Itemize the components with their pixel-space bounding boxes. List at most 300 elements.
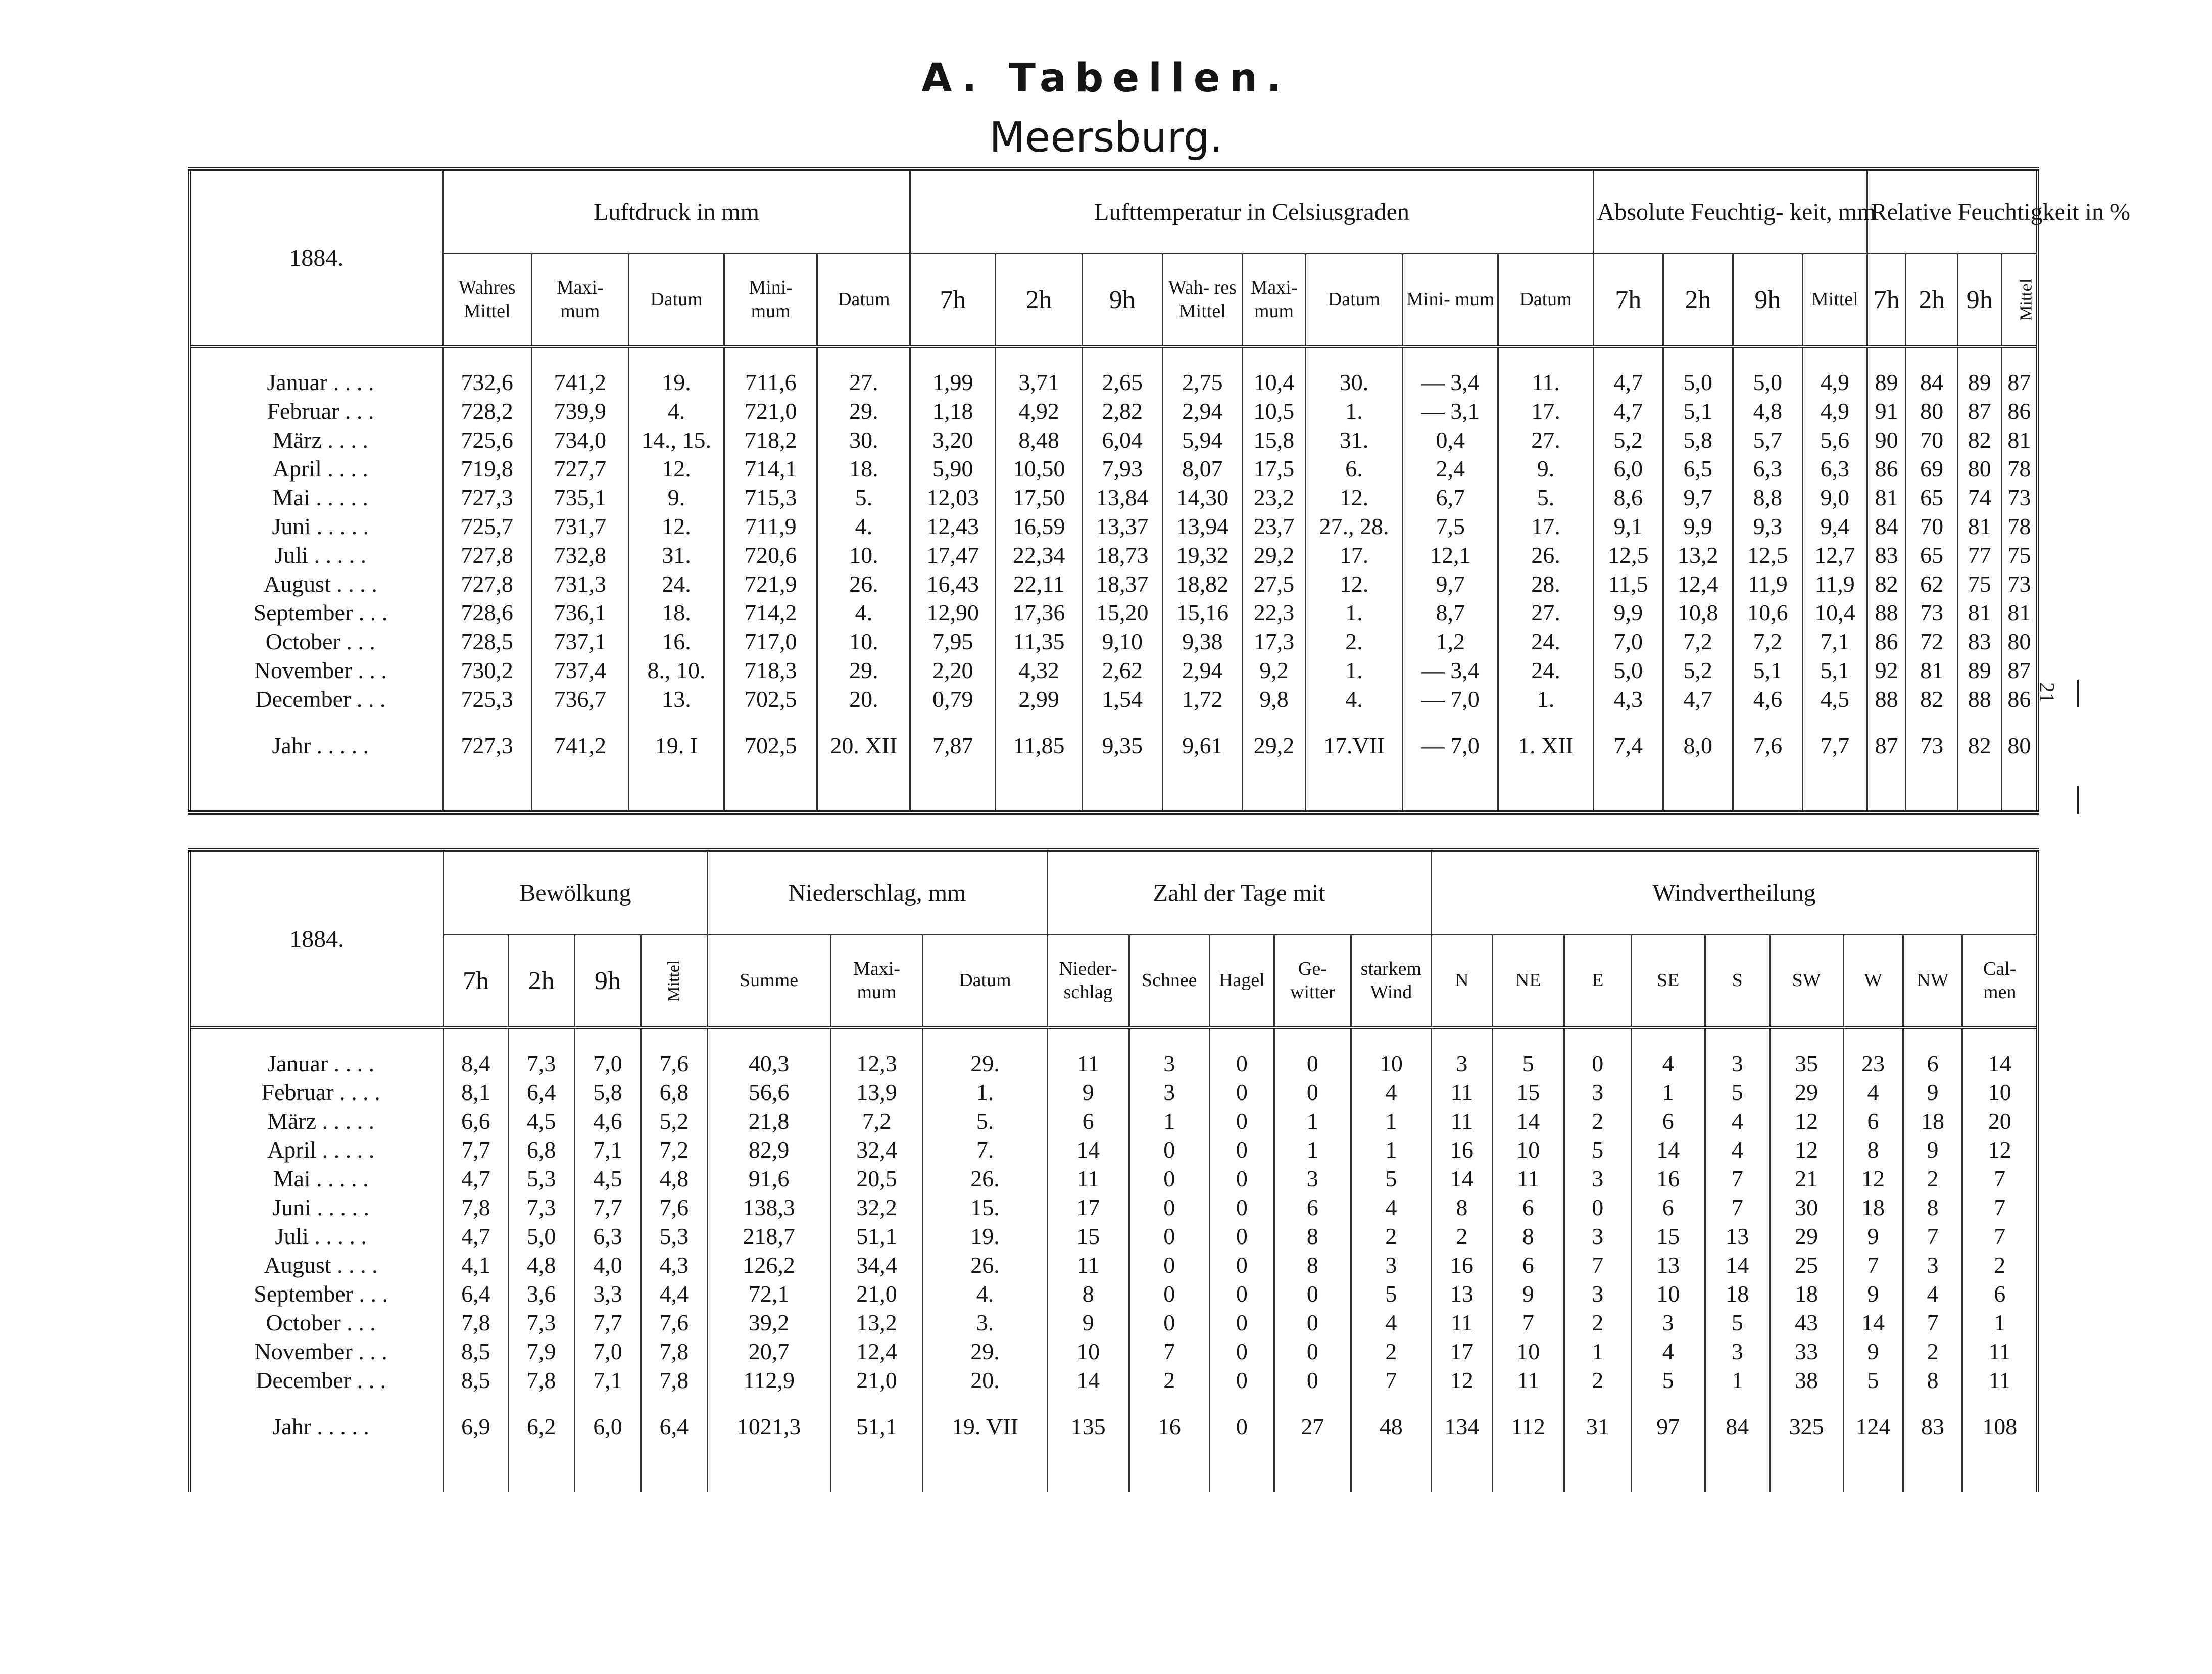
spacer-cell bbox=[1769, 1395, 1843, 1412]
spacer-cell bbox=[830, 1441, 923, 1492]
table-cell: 9,7 bbox=[1663, 483, 1733, 512]
table-cell: 7,5 bbox=[1403, 512, 1498, 541]
group-header: Lufttemperatur in Celsiusgraden bbox=[910, 169, 1593, 254]
table-cell: 12,5 bbox=[1593, 541, 1663, 569]
table-cell: 11. bbox=[1498, 368, 1593, 397]
table-cell: 8,48 bbox=[996, 425, 1083, 454]
table-cell: 17. bbox=[1305, 541, 1402, 569]
table-cell: 1. bbox=[1305, 656, 1402, 685]
group-header: Relative Feuchtigkeit in % bbox=[1867, 169, 2038, 254]
table-cell: 735,1 bbox=[531, 483, 628, 512]
table-cell: 19. bbox=[628, 368, 724, 397]
column-header: N bbox=[1431, 935, 1492, 1028]
table-cell: 73 bbox=[2001, 569, 2038, 598]
table-cell: 3 bbox=[1351, 1251, 1431, 1279]
table-cell: 11 bbox=[1047, 1164, 1129, 1193]
table-cell: 6,4 bbox=[641, 1412, 707, 1441]
row-label: September . . . bbox=[189, 598, 443, 627]
table-cell: 86 bbox=[2001, 685, 2038, 713]
table-cell: 2 bbox=[1129, 1366, 1209, 1395]
separator-cell bbox=[1351, 1028, 1431, 1049]
table-cell: 4 bbox=[1351, 1193, 1431, 1222]
table-cell: 9,1 bbox=[1593, 512, 1663, 541]
table-cell: 5,0 bbox=[1663, 368, 1733, 397]
table-cell: 10,4 bbox=[1243, 368, 1306, 397]
table-cell: 7,0 bbox=[1593, 627, 1663, 656]
group-header-row bbox=[189, 850, 2038, 935]
spacer-cell bbox=[1867, 760, 1906, 812]
table-cell: 29,2 bbox=[1243, 541, 1306, 569]
row-label: Mai . . . . . bbox=[189, 483, 443, 512]
table-cell: 10. bbox=[817, 541, 910, 569]
spacer-cell bbox=[508, 1395, 574, 1412]
table-cell: 6 bbox=[1047, 1107, 1129, 1135]
table-cell: 16 bbox=[1431, 1135, 1492, 1164]
separator-cell bbox=[1492, 1028, 1564, 1049]
table-cell: 721,0 bbox=[724, 397, 817, 425]
table-cell: 18 bbox=[1705, 1279, 1769, 1308]
table-cell: 7,2 bbox=[641, 1135, 707, 1164]
separator-cell bbox=[1209, 1028, 1274, 1049]
table-cell: 17. bbox=[1498, 512, 1593, 541]
table-cell: 84 bbox=[1867, 512, 1906, 541]
table-cell: 81 bbox=[1867, 483, 1906, 512]
table-cell: 0 bbox=[1274, 1078, 1351, 1107]
table-cell: 108 bbox=[1962, 1412, 2038, 1441]
table-cell: 6,9 bbox=[444, 1412, 508, 1441]
table-cell: 89 bbox=[1957, 368, 2001, 397]
separator-cell bbox=[1769, 1028, 1843, 1049]
table-cell: 7 bbox=[1129, 1337, 1209, 1366]
table-cell: 21 bbox=[1769, 1164, 1843, 1193]
table-cell: 9,10 bbox=[1083, 627, 1163, 656]
spacer-cell bbox=[1243, 713, 1306, 731]
table-cell: 38 bbox=[1769, 1366, 1843, 1395]
table-cell: 5,0 bbox=[1593, 656, 1663, 685]
table-cell: 24. bbox=[1498, 656, 1593, 685]
table-cell: 10. bbox=[817, 627, 910, 656]
table-cell: 0 bbox=[1209, 1193, 1274, 1222]
table-cell: 29. bbox=[923, 1049, 1047, 1078]
table-cell: 26. bbox=[1498, 541, 1593, 569]
table-cell: 84 bbox=[1705, 1412, 1769, 1441]
table-cell: 0 bbox=[1274, 1366, 1351, 1395]
spacer-cell bbox=[443, 760, 531, 812]
table-cell: 6 bbox=[1492, 1251, 1564, 1279]
table-row bbox=[189, 1308, 2038, 1337]
row-label: October . . . bbox=[189, 627, 443, 656]
table-cell: 39,2 bbox=[707, 1308, 830, 1337]
spacer-cell bbox=[508, 1441, 574, 1492]
table-cell: 5,90 bbox=[910, 454, 996, 483]
separator-cell bbox=[1903, 1028, 1962, 1049]
table-cell: 81 bbox=[2001, 598, 2038, 627]
table-cell: 18 bbox=[1769, 1279, 1843, 1308]
separator-cell bbox=[1243, 347, 1306, 368]
row-label: April . . . . . bbox=[189, 1135, 444, 1164]
table-cell: 9,9 bbox=[1593, 598, 1663, 627]
table-cell: 14 bbox=[1705, 1251, 1769, 1279]
table-cell: 8,1 bbox=[444, 1078, 508, 1107]
column-header bbox=[641, 935, 707, 1028]
column-header: 2h bbox=[1663, 254, 1733, 347]
spacer-cell bbox=[1047, 1441, 1129, 1492]
climate-table-pressure-temperature-humidity bbox=[188, 167, 2130, 815]
table-cell: 3 bbox=[1631, 1308, 1705, 1337]
table-cell: 0 bbox=[1274, 1308, 1351, 1337]
table-cell: 7,3 bbox=[508, 1308, 574, 1337]
column-header: 7h bbox=[1867, 254, 1906, 347]
table-cell: 75 bbox=[1957, 569, 2001, 598]
table-cell: 0 bbox=[1209, 1222, 1274, 1251]
table-row bbox=[189, 425, 2038, 454]
table-cell: 90 bbox=[1867, 425, 1906, 454]
table-cell: 14 bbox=[1431, 1164, 1492, 1193]
table-cell: 7,0 bbox=[574, 1049, 641, 1078]
table-cell: 135 bbox=[1047, 1412, 1129, 1441]
table-cell: 83 bbox=[1867, 541, 1906, 569]
table-cell: 87 bbox=[1957, 397, 2001, 425]
table-cell: 86 bbox=[2001, 397, 2038, 425]
table-cell: 56,6 bbox=[707, 1078, 830, 1107]
table-cell: 4. bbox=[923, 1279, 1047, 1308]
column-header: 7h bbox=[910, 254, 996, 347]
table-cell: 732,8 bbox=[531, 541, 628, 569]
table-cell: 30. bbox=[1305, 368, 1402, 397]
table-cell: 14 bbox=[1047, 1135, 1129, 1164]
table-cell: 4 bbox=[1351, 1078, 1431, 1107]
spacer-cell bbox=[1403, 760, 1498, 812]
table-cell: 21,8 bbox=[707, 1107, 830, 1135]
table-cell: 12,4 bbox=[1663, 569, 1733, 598]
spacer-cell bbox=[1305, 713, 1402, 731]
table-cell: 9,4 bbox=[1802, 512, 1867, 541]
table-cell: 727,3 bbox=[443, 483, 531, 512]
table-cell: 13 bbox=[1631, 1251, 1705, 1279]
table-cell: 83 bbox=[1903, 1412, 1962, 1441]
table-cell: 12. bbox=[628, 454, 724, 483]
table-cell: 2,82 bbox=[1083, 397, 1163, 425]
table-cell: 7 bbox=[1903, 1308, 1962, 1337]
table-cell: 14., 15. bbox=[628, 425, 724, 454]
table-cell: 29 bbox=[1769, 1078, 1843, 1107]
table-cell: 74 bbox=[1957, 483, 2001, 512]
table-cell: 20,7 bbox=[707, 1337, 830, 1366]
group-header-row bbox=[189, 169, 2038, 254]
table-cell: 4 bbox=[1351, 1308, 1431, 1337]
table-cell: 7. bbox=[923, 1135, 1047, 1164]
table-cell: 18. bbox=[817, 454, 910, 483]
table-cell: 8,6 bbox=[1593, 483, 1663, 512]
separator-cell bbox=[724, 347, 817, 368]
group-header: Zahl der Tage mit bbox=[1047, 850, 1431, 935]
column-header: 9h bbox=[1957, 254, 2001, 347]
table-row bbox=[189, 1107, 2038, 1135]
table-cell: 728,2 bbox=[443, 397, 531, 425]
table-cell: 4,7 bbox=[1593, 397, 1663, 425]
table-cell: 7,7 bbox=[574, 1308, 641, 1337]
table-row bbox=[189, 1049, 2038, 1078]
table-cell: 11 bbox=[1431, 1107, 1492, 1135]
header-separator bbox=[189, 1028, 2038, 1049]
table-cell: 9. bbox=[1498, 454, 1593, 483]
column-header: Datum bbox=[817, 254, 910, 347]
separator-cell bbox=[923, 1028, 1047, 1049]
table-cell: 13 bbox=[1431, 1279, 1492, 1308]
separator-cell bbox=[1431, 1028, 1492, 1049]
table-cell: 727,8 bbox=[443, 541, 531, 569]
table-cell: 6,5 bbox=[1663, 454, 1733, 483]
table-row bbox=[189, 1222, 2038, 1251]
table-cell: 218,7 bbox=[707, 1222, 830, 1251]
table-cell: 6,7 bbox=[1403, 483, 1498, 512]
table-cell: 4,3 bbox=[1593, 685, 1663, 713]
column-header: Maxi- mum bbox=[1243, 254, 1306, 347]
table-cell: 26. bbox=[923, 1251, 1047, 1279]
table-cell: 0 bbox=[1564, 1193, 1631, 1222]
table-cell: 27 bbox=[1274, 1412, 1351, 1441]
table-cell: 88 bbox=[1957, 685, 2001, 713]
table-cell: 0 bbox=[1209, 1412, 1274, 1441]
column-header: 9h bbox=[1733, 254, 1802, 347]
separator-cell bbox=[443, 347, 531, 368]
table-cell: 11,9 bbox=[1802, 569, 1867, 598]
table-cell: 16,43 bbox=[910, 569, 996, 598]
table-cell: 18 bbox=[1903, 1107, 1962, 1135]
table-cell: 20 bbox=[1962, 1107, 2038, 1135]
separator-cell bbox=[628, 347, 724, 368]
table-cell: 4,3 bbox=[641, 1251, 707, 1279]
table-cell: 2,65 bbox=[1083, 368, 1163, 397]
table-row bbox=[189, 598, 2038, 627]
table-cell: 89 bbox=[1957, 656, 2001, 685]
table-cell: 17,47 bbox=[910, 541, 996, 569]
table-cell: 4. bbox=[817, 512, 910, 541]
spacer-cell bbox=[1431, 1395, 1492, 1412]
table-cell: 16 bbox=[1431, 1251, 1492, 1279]
table-cell: 65 bbox=[1906, 483, 1957, 512]
table-cell: 12 bbox=[1769, 1135, 1843, 1164]
row-label: Juni . . . . . bbox=[189, 512, 443, 541]
spacer-cell bbox=[1906, 713, 1957, 731]
table-cell: 5 bbox=[1351, 1279, 1431, 1308]
table-row bbox=[189, 1135, 2038, 1164]
table-cell: 1 bbox=[1351, 1135, 1431, 1164]
row-label: October . . . bbox=[189, 1308, 444, 1337]
table-cell: 11 bbox=[1047, 1049, 1129, 1078]
spacer-cell bbox=[531, 760, 628, 812]
table-cell: 9 bbox=[1047, 1308, 1129, 1337]
spacer-cell bbox=[444, 1441, 508, 1492]
column-header: 2h bbox=[996, 254, 1083, 347]
column-header: Summe bbox=[707, 935, 830, 1028]
table-cell: 1,54 bbox=[1083, 685, 1163, 713]
row-label: December . . . bbox=[189, 1366, 444, 1395]
table-cell: 51,1 bbox=[830, 1412, 923, 1441]
spacer-cell bbox=[1843, 1441, 1903, 1492]
spacer-cell bbox=[1083, 713, 1163, 731]
spacer-cell bbox=[1957, 713, 2001, 731]
spacer-cell bbox=[628, 760, 724, 812]
table-cell: 82,9 bbox=[707, 1135, 830, 1164]
table-cell: 78 bbox=[2001, 454, 2038, 483]
table-cell: 15 bbox=[1492, 1078, 1564, 1107]
page-number-rule-bottom bbox=[2077, 786, 2079, 814]
table-cell: 10,4 bbox=[1802, 598, 1867, 627]
table-cell: 34,4 bbox=[830, 1251, 923, 1279]
table-cell: 7 bbox=[1962, 1222, 2038, 1251]
table-row bbox=[189, 1366, 2038, 1395]
table-cell: 5,1 bbox=[1802, 656, 1867, 685]
table-cell: 3 bbox=[1705, 1337, 1769, 1366]
column-header: NE bbox=[1492, 935, 1564, 1028]
table-cell: 3,71 bbox=[996, 368, 1083, 397]
table-cell: 4 bbox=[1903, 1279, 1962, 1308]
table-cell: 10 bbox=[1492, 1337, 1564, 1366]
separator-cell bbox=[996, 347, 1083, 368]
table-cell: 73 bbox=[1906, 731, 1957, 760]
column-header: Datum bbox=[923, 935, 1047, 1028]
table-cell: 8,0 bbox=[1663, 731, 1733, 760]
table-row bbox=[189, 397, 2038, 425]
separator-cell bbox=[1867, 347, 1906, 368]
column-header-text: Mittel bbox=[2016, 278, 2035, 321]
table-cell: 40,3 bbox=[707, 1049, 830, 1078]
group-header: Luftdruck in mm bbox=[443, 169, 910, 254]
table-cell: 16. bbox=[628, 627, 724, 656]
spacer-cell bbox=[1162, 760, 1243, 812]
table-cell: 14 bbox=[1492, 1107, 1564, 1135]
table-cell: 4,9 bbox=[1802, 397, 1867, 425]
table-cell: 719,8 bbox=[443, 454, 531, 483]
spacer-cell bbox=[1769, 1441, 1843, 1492]
table-cell: 3 bbox=[1564, 1078, 1631, 1107]
table-cell: 736,1 bbox=[531, 598, 628, 627]
table-cell: 48 bbox=[1351, 1412, 1431, 1441]
table-cell: 6,04 bbox=[1083, 425, 1163, 454]
table-cell: 2 bbox=[1903, 1164, 1962, 1193]
table-cell: 8,07 bbox=[1162, 454, 1243, 483]
table-cell: 5 bbox=[1631, 1366, 1705, 1395]
table-cell: 31. bbox=[1305, 425, 1402, 454]
table-cell: 9,3 bbox=[1733, 512, 1802, 541]
table-cell: 5,8 bbox=[574, 1078, 641, 1107]
table-cell: 5 bbox=[1351, 1164, 1431, 1193]
table-cell: 19. VII bbox=[923, 1412, 1047, 1441]
column-header: Datum bbox=[1305, 254, 1402, 347]
table-cell: 728,6 bbox=[443, 598, 531, 627]
table-cell: 6,4 bbox=[508, 1078, 574, 1107]
table-cell: 5,0 bbox=[1733, 368, 1802, 397]
table-cell: 4. bbox=[628, 397, 724, 425]
row-label: August . . . . bbox=[189, 1251, 444, 1279]
table-cell: 1 bbox=[1129, 1107, 1209, 1135]
table-cell: 731,7 bbox=[531, 512, 628, 541]
table-cell: 5,8 bbox=[1663, 425, 1733, 454]
table-cell: 7,8 bbox=[641, 1337, 707, 1366]
table-row bbox=[189, 454, 2038, 483]
table-cell: 22,11 bbox=[996, 569, 1083, 598]
table-cell: 32,2 bbox=[830, 1193, 923, 1222]
table-row bbox=[189, 1078, 2038, 1107]
table-cell: 1 bbox=[1274, 1107, 1351, 1135]
table-cell: 97 bbox=[1631, 1412, 1705, 1441]
table-cell: 2 bbox=[1962, 1251, 2038, 1279]
table-cell: 711,9 bbox=[724, 512, 817, 541]
table-cell: 0 bbox=[1209, 1107, 1274, 1135]
table-row bbox=[189, 569, 2038, 598]
table-cell: 730,2 bbox=[443, 656, 531, 685]
spacer-cell bbox=[910, 713, 996, 731]
table-cell: 0 bbox=[1129, 1135, 1209, 1164]
table-cell: 7,2 bbox=[830, 1107, 923, 1135]
table-cell: 0,79 bbox=[910, 685, 996, 713]
spacer-cell bbox=[1351, 1441, 1431, 1492]
group-header: Bewölkung bbox=[444, 850, 707, 935]
table-cell: 80 bbox=[1957, 454, 2001, 483]
table-cell: 12 bbox=[1769, 1107, 1843, 1135]
row-label: Juni . . . . . bbox=[189, 1193, 444, 1222]
table-cell: 9,38 bbox=[1162, 627, 1243, 656]
table-cell: 3,3 bbox=[574, 1279, 641, 1308]
row-label: Jahr . . . . . bbox=[189, 731, 443, 760]
table-cell: 18,82 bbox=[1162, 569, 1243, 598]
table-cell: 727,8 bbox=[443, 569, 531, 598]
table-cell: 12 bbox=[1843, 1164, 1903, 1193]
page-number: 21 bbox=[2035, 682, 2058, 703]
table-cell: 12,43 bbox=[910, 512, 996, 541]
table-cell: 9 bbox=[1903, 1135, 1962, 1164]
table-cell: 1,18 bbox=[910, 397, 996, 425]
spacer-cell bbox=[1705, 1441, 1769, 1492]
table-cell: 6,0 bbox=[574, 1412, 641, 1441]
table-cell: 725,7 bbox=[443, 512, 531, 541]
table-cell: 3 bbox=[1564, 1279, 1631, 1308]
spacer-cell bbox=[1802, 760, 1867, 812]
table-cell: 7,6 bbox=[641, 1193, 707, 1222]
table-cell: 1021,3 bbox=[707, 1412, 830, 1441]
table-cell: 720,6 bbox=[724, 541, 817, 569]
table-cell: 0 bbox=[1129, 1308, 1209, 1337]
table-cell: 5. bbox=[817, 483, 910, 512]
table-cell: 9,0 bbox=[1802, 483, 1867, 512]
table-cell: 5. bbox=[1498, 483, 1593, 512]
table-cell: 13,94 bbox=[1162, 512, 1243, 541]
column-header: Nieder- schlag bbox=[1047, 935, 1129, 1028]
column-header: Wahres Mittel bbox=[443, 254, 531, 347]
spacer-cell bbox=[1802, 713, 1867, 731]
table-cell: 18 bbox=[1843, 1193, 1903, 1222]
table-cell: 12 bbox=[1431, 1366, 1492, 1395]
spacer-cell bbox=[1906, 760, 1957, 812]
table-cell: 8 bbox=[1903, 1193, 1962, 1222]
table-cell: 0 bbox=[1274, 1049, 1351, 1078]
table-cell: 65 bbox=[1906, 541, 1957, 569]
table-cell: 702,5 bbox=[724, 685, 817, 713]
table-cell: 7,1 bbox=[1802, 627, 1867, 656]
row-label: Januar . . . . bbox=[189, 368, 443, 397]
spacer-cell bbox=[1351, 1395, 1431, 1412]
table-cell: 82 bbox=[1906, 685, 1957, 713]
table-cell: 70 bbox=[1906, 512, 1957, 541]
table-cell: 11 bbox=[1492, 1366, 1564, 1395]
table-cell: 7 bbox=[1705, 1193, 1769, 1222]
table-cell: 4,9 bbox=[1802, 368, 1867, 397]
table-cell: 16 bbox=[1631, 1164, 1705, 1193]
table-cell: 82 bbox=[1867, 569, 1906, 598]
table-cell: 9,61 bbox=[1162, 731, 1243, 760]
table-row bbox=[189, 368, 2038, 397]
